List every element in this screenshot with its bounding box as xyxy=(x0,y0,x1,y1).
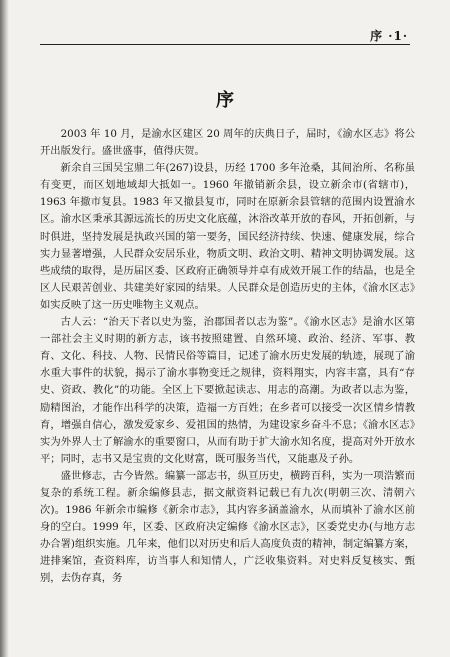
paragraph-3: 古人云：“治天下者以史为鉴，治郡国者以志为鉴”。《渝水区志》是渝水区第一部社会主义时期的新方志，该书按照建置、自然环境、政治、经济、军事、教育、文化、科技、人物、民情民俗等篇目，记述了渝水历史发展的轨迹，展现了渝水重大事件的状貌，揭示了渝水事物变迁之规律，资料翔实，内容丰富，具有“存史、资政、教化”的功能。全区上下要掀起读志、用志的高潮。为政者以志为鉴，励精图治，才能作出科学的决策，造福一方百姓；在乡者可以接受一次区情乡情教育，增强自信心，激发爱家乡、爱祖国的热情，为建设家乡奋斗不息；《渝水区志》实为外界人士了解渝水的重要窗口，从而有助于扩大渝水知名度，提高对外开放水平；同时，志书又是宝贵的文化财富，既可服务当代，又能惠及子孙。 xyxy=(40,316,415,465)
preface-body xyxy=(40,126,415,588)
paragraph-4: 盛世修志，古今皆然。编纂一部志书，纵亘历史，横跨百科，实为一项浩繁而复杂的系统工程。新余编修县志，据文献资料记载已有九次(明朝三次、清朝六次)。1986 年新余市编修《新余市志》，其内容多涵盖渝水，从而填补了渝水区前身的空白。1999 年，区委、区政府决定编修《渝水区志》，区委党史办(与地方志办合署)组织实施。几年来，他们以对历史和后人高度负责的精神，制定编纂方案，进排案馆，查资料库，访当事人和知情人，广泛收集资料。对史料反复核实、甄别，去伪存真，务 xyxy=(40,469,416,585)
running-head: 序 ·1· xyxy=(370,29,408,43)
header-rule xyxy=(40,44,410,45)
paragraph-1: 2003 年 10 月，是渝水区建区 20 周年的庆典日子，届时，《渝水区志》将公开出版发行。盛世盛事，值得庆贺。 xyxy=(40,128,415,158)
page-title: 序 xyxy=(216,90,234,111)
paragraph-2: 新余自三国吴宝鼎二年(267)设县，历经 1700 多年沧桑，其间治所、名称虽有变更，而区划地域却大抵如一。1960 年撤销新余县，设立新余市(省辖市)，1963 年撤市复县。1983 年又撤县复市，同时在原新余县管辖的范围内设置渝水区。渝水区秉承其源远流长的历史文化底蕴，沐浴改革开放的春风，开拓创新，与时俱进，坚持发展是执政兴国的第一要务，国民经济持续、快速、健康发展，综合实力显著增强，人民群众安居乐业，物质文明、政治文明、精神文明协调发展。这些成绩的取得，是历届区委、区政府正确领导并卓有成效开展工作的结晶，也是全区人民艰苦创业、共建美好家园的结果。人民群众是创造历史的主体，《渝水区志》如实反映了这一历史唯物主义观点。 xyxy=(40,162,415,311)
